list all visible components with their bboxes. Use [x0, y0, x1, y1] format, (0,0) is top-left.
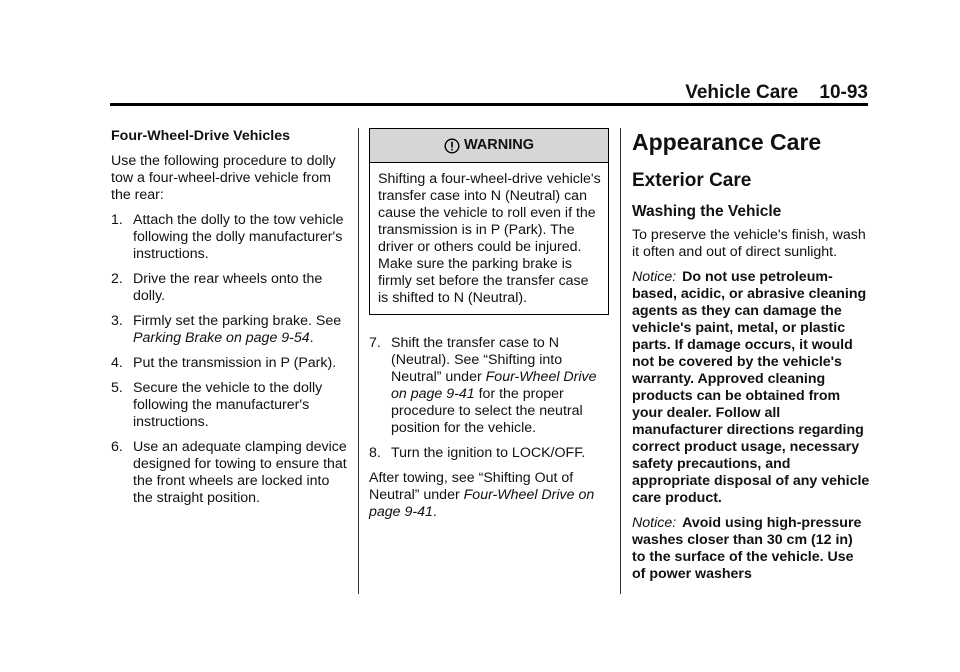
step-text: Shift the transfer case to N (Neutral). See “Shifting into Neutral” under — [391, 335, 563, 385]
step-text-end: . — [309, 330, 314, 346]
step-number: 6. — [111, 439, 123, 455]
notice-paragraph — [632, 515, 870, 583]
after-text-end: . — [432, 504, 437, 520]
step-number: 4. — [111, 355, 123, 371]
step-text: Use an adequate clamping device designed for towing to ensure that the front wheels are locked into the straight position. — [133, 439, 347, 506]
column-middle — [369, 128, 609, 529]
notice-text: Avoid using high-pressure washes closer than 30 cm (12 in) to the surface of the vehicle. Use of power washers — [632, 515, 862, 582]
step-text: Drive the rear wheels onto the dolly. — [133, 271, 323, 304]
header-title — [685, 82, 868, 104]
notice-text: Do not use petroleum-based, acidic, or abrasive cleaning agents as they can damage the vehicle's paint, metal, or plastic parts. If damage occurs, it would not be covered by the vehicle's warranty. Approved cleaning products can be obtained from your dealer. Follow all manufacturer directions regarding correct product usage, necessary safety precautions, and appropriate disposal of any vehicle care product. — [632, 269, 870, 506]
step-number: 3. — [111, 313, 123, 329]
list-item — [369, 335, 609, 437]
chapter-heading: Appearance Care — [632, 129, 822, 155]
section-heading: Exterior Care — [632, 170, 752, 191]
list-item — [111, 271, 347, 305]
column-right — [632, 128, 870, 591]
header-page-number: 10-93 — [819, 82, 868, 103]
step-number: 2. — [111, 271, 123, 287]
procedure-list-continued — [369, 335, 609, 462]
procedure-list — [111, 212, 347, 507]
list-item — [369, 445, 609, 462]
list-item — [111, 313, 347, 347]
notice-paragraph — [632, 269, 870, 507]
step-number: 5. — [111, 380, 123, 396]
step-text: Firmly set the parking brake. See — [133, 313, 342, 329]
list-item — [111, 380, 347, 431]
step-text: Attach the dolly to the tow vehicle following the dolly manufacturer's instructions. — [133, 212, 344, 262]
cross-reference-link[interactable]: Parking Brake on page 9-54 — [133, 330, 310, 346]
warning-box — [369, 128, 609, 315]
step-text: Secure the vehicle to the dolly following the manufacturer's instructions. — [133, 380, 323, 430]
notice-label: Notice: — [632, 269, 677, 285]
after-text: After towing, see “Shifting Out of Neutral” under — [369, 470, 574, 503]
step-number: 1. — [111, 212, 123, 228]
header-section: Vehicle Care — [685, 82, 799, 103]
column-divider — [358, 128, 359, 594]
header-rule — [110, 103, 868, 106]
notice-label: Notice: — [632, 515, 677, 531]
warning-header — [370, 129, 608, 163]
warning-icon — [444, 138, 460, 154]
after-towing-paragraph — [369, 470, 609, 521]
list-item — [111, 212, 347, 263]
list-item — [111, 439, 347, 507]
list-item — [111, 355, 347, 372]
page-header — [110, 82, 868, 104]
cross-reference-link[interactable]: Four-Wheel Drive on page 9-41 — [369, 487, 595, 520]
column-left — [111, 128, 347, 515]
body-paragraph: To preserve the vehicle's finish, wash it often and out of direct sunlight. — [632, 227, 866, 260]
column-divider — [620, 128, 621, 594]
intro-paragraph: Use the following procedure to dolly tow a four-wheel-drive vehicle from the rear: — [111, 153, 336, 203]
step-text-end: for the proper procedure to select the neutral position for the vehicle. — [391, 386, 583, 436]
cross-reference-link[interactable]: Four-Wheel Drive on page 9-41 — [391, 369, 597, 402]
step-text: Turn the ignition to LOCK/OFF. — [391, 445, 586, 461]
warning-title: WARNING — [463, 137, 535, 153]
step-text: Put the transmission in P (Park). — [133, 355, 337, 371]
section-heading: Four-Wheel-Drive Vehicles — [111, 128, 290, 144]
warning-text: Shifting a four-wheel-drive vehicle's transfer case into N (Neutral) can cause the vehicle to roll even if the transmission is in P (Park). The driver or others could be injured. Make sure the parking brake is firmly set before the transfer case is shifted to N (Neutral). — [378, 171, 601, 306]
step-number: 8. — [369, 445, 381, 461]
subsection-heading: Washing the Vehicle — [632, 203, 782, 220]
step-number: 7. — [369, 335, 381, 351]
